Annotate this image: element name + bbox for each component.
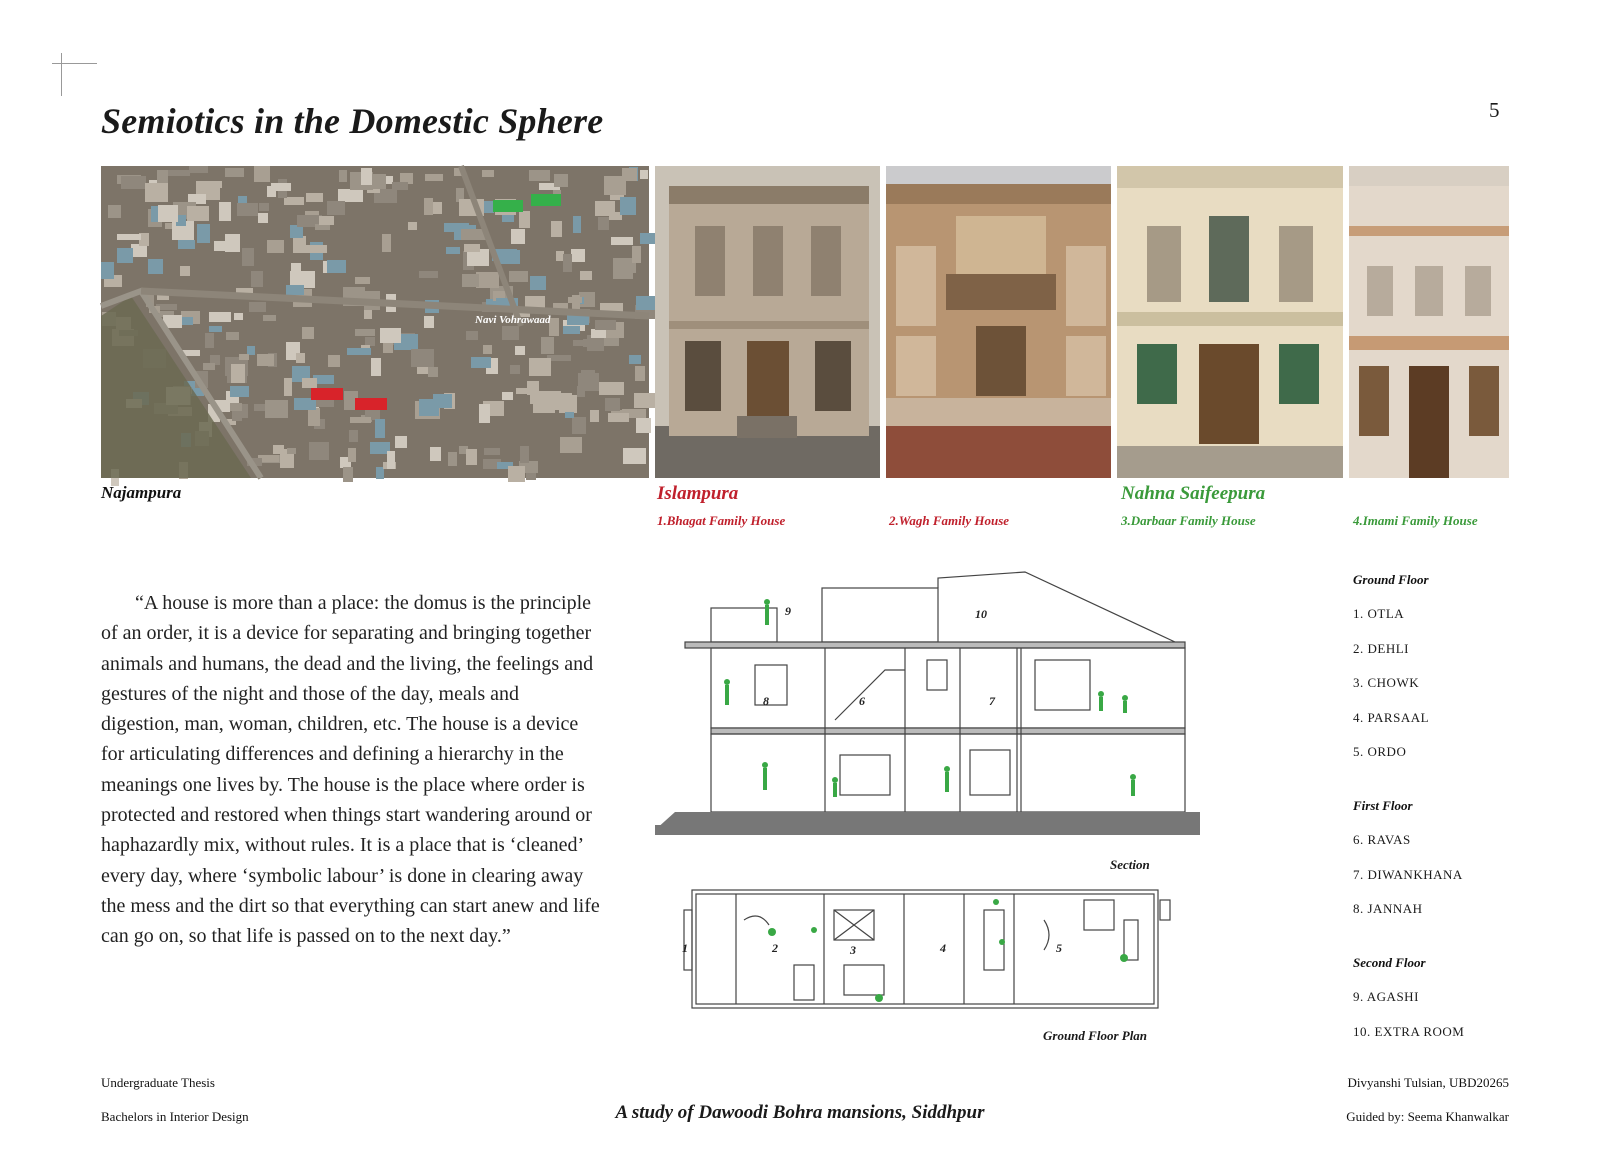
section-drawing (655, 570, 1200, 850)
legend-second-heading: Second Floor (1353, 955, 1426, 970)
legend-first-heading: First Floor (1353, 798, 1413, 813)
legend-item: 8. JANNAH (1353, 901, 1423, 916)
footer-study-title: A study of Dawoodi Bohra mansions, Siddhpur (615, 1102, 985, 1123)
house-caption: 1.Bhagat Family House (657, 513, 786, 528)
quote-text: “A house is more than a place: the domus is the principle of an order, it is a device for separating and bringing together animals and humans, the dead and the living, the feelings and gestures of the night and those of the day, meals and digestion, man, woman, children, etc. The house is a device for articulating differences and defining a hierarchy in the meanings one lives by. The house is the place where order is protected and restored when things start wandering around or haphazardly mix, without rules. It is a place that is ‘cleaned’ every day, where ‘symbolic labour’ is done in clearing away the mess and the dirt so that everything can start anew and life can go on, so that life is passed on to the next day.” (101, 592, 600, 948)
house-caption: 2.Wagh Family House (889, 513, 1010, 528)
legend-item: 3. CHOWK (1353, 675, 1420, 690)
aerial-map (101, 166, 649, 478)
map-street-label: Navi Vohrawaad (475, 314, 551, 326)
map-caption: Najampura (101, 483, 182, 502)
footer-thesis-label: Undergraduate Thesis (101, 1075, 215, 1090)
plan-room-number: 2 (772, 941, 778, 955)
red-marker (355, 398, 387, 410)
plan-room-number: 1 (682, 941, 688, 955)
legend-item: 7. DIWANKHANA (1353, 867, 1463, 882)
legend-item: 5. ORDO (1353, 744, 1407, 759)
plan-label: Ground Floor Plan (1043, 1028, 1148, 1043)
plan-room-number: 5 (1056, 941, 1062, 955)
page-title: Semiotics in the Domestic Sphere (101, 101, 604, 141)
area-caption-islampura: Islampura (657, 483, 739, 504)
house-photo-bhagat (655, 166, 880, 478)
green-marker (531, 194, 561, 206)
page-number: 5 (1489, 98, 1500, 122)
plan-room-number: 3 (850, 943, 856, 957)
legend-item: 2. DEHLI (1353, 641, 1409, 656)
section-room-number: 9 (785, 604, 791, 618)
house-photo-darbaar (1117, 166, 1343, 478)
legend-item: 9. AGASHI (1353, 989, 1419, 1004)
quote-block (101, 588, 601, 952)
plan-room-number: 4 (940, 941, 946, 955)
legend-item: 6. RAVAS (1353, 832, 1411, 847)
crop-mark-vertical (61, 53, 62, 96)
house-photo-imami (1349, 166, 1509, 478)
footer-author: Divyanshi Tulsian, UBD20265 (1347, 1075, 1509, 1090)
legend-item: 10. EXTRA ROOM (1353, 1024, 1465, 1039)
ground-floor-plan (684, 880, 1174, 1020)
house-caption: 3.Darbaar Family House (1121, 513, 1256, 528)
section-room-number: 10 (975, 607, 987, 621)
section-label: Section (1110, 857, 1150, 872)
section-room-number: 8 (763, 694, 769, 708)
area-caption-nahna-saifeepura: Nahna Saifeepura (1121, 483, 1266, 504)
red-marker (311, 388, 343, 400)
crop-mark-horizontal (52, 63, 97, 64)
section-room-number: 7 (989, 694, 995, 708)
house-caption: 4.Imami Family House (1353, 513, 1478, 528)
section-room-number: 6 (859, 694, 865, 708)
legend-item: 4. PARSAAL (1353, 710, 1430, 725)
house-photo-wagh (886, 166, 1111, 478)
footer-guide: Guided by: Seema Khanwalkar (1346, 1109, 1509, 1124)
green-marker (493, 200, 523, 212)
legend-ground-heading: Ground Floor (1353, 572, 1429, 587)
footer-degree-label: Bachelors in Interior Design (101, 1109, 249, 1124)
legend-item: 1. OTLA (1353, 606, 1405, 621)
